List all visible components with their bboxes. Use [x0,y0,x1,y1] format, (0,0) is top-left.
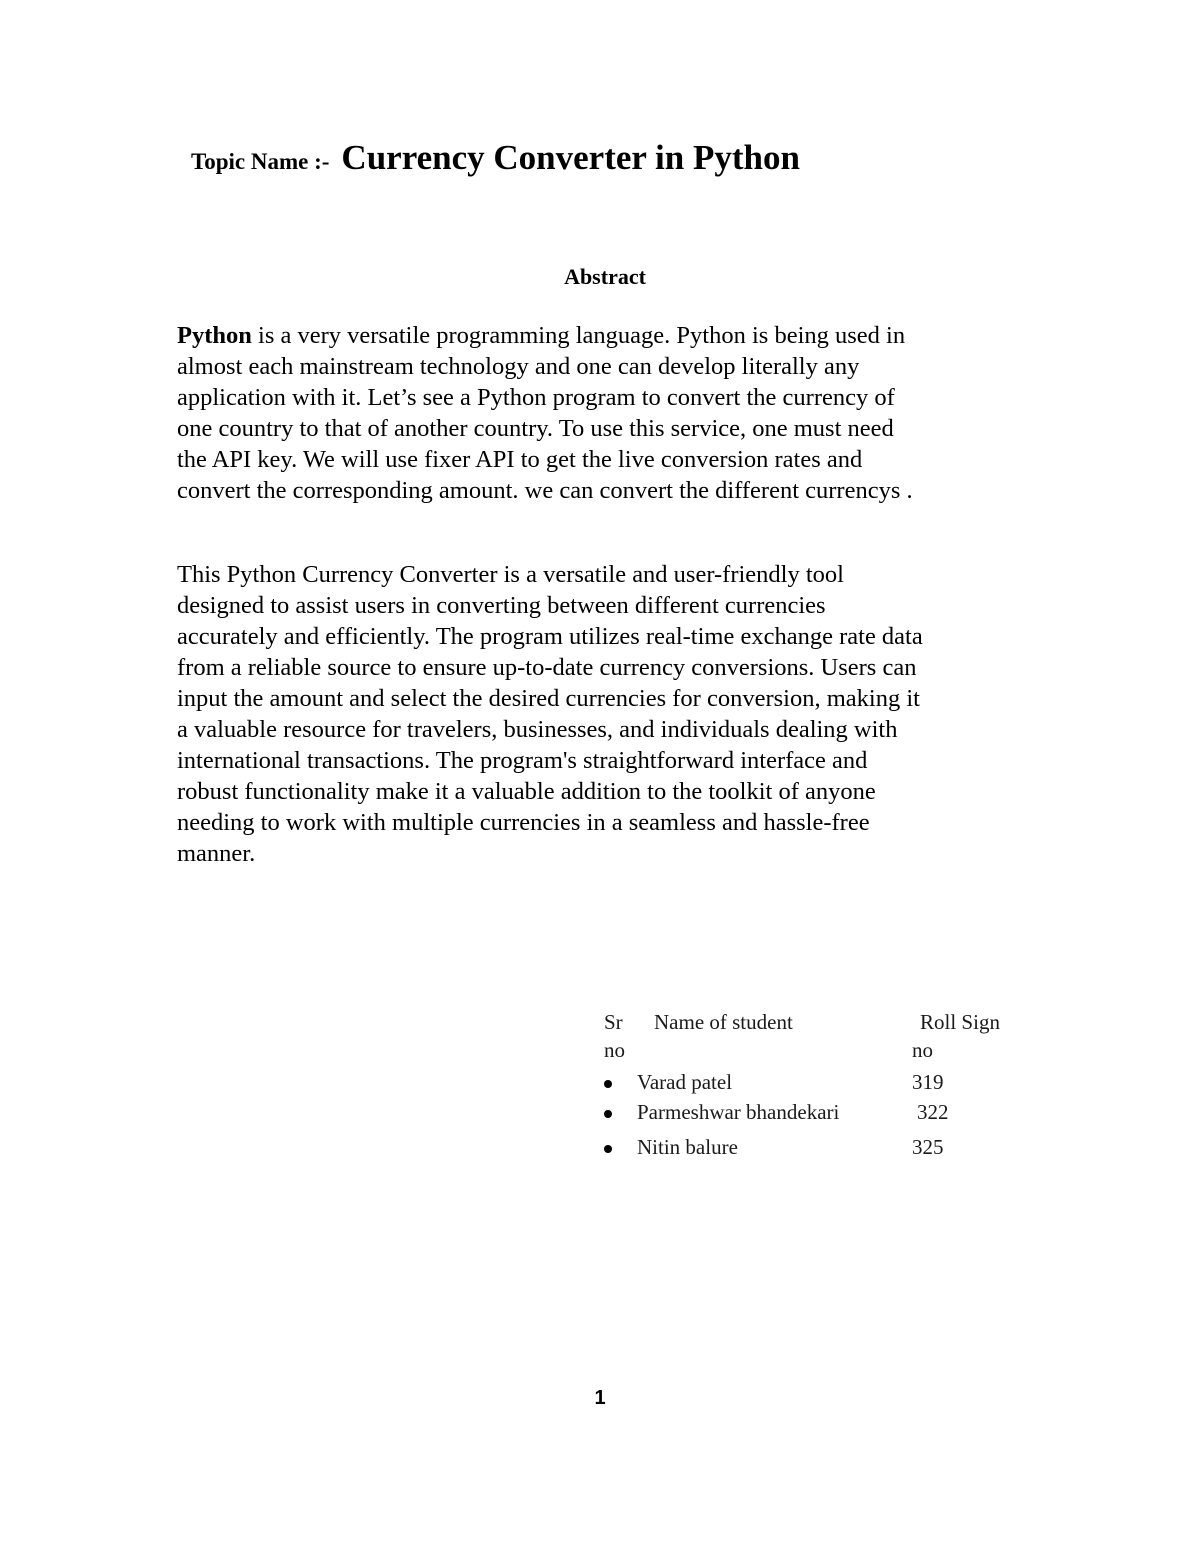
abstract-heading: Abstract [564,264,646,289]
student-list [604,1010,1034,1159]
paragraph-line [177,320,1047,351]
paragraph-line: robust functionality make it a valuable addition to the toolkit of anyone [177,778,876,805]
student-roll: 325 [912,1135,944,1159]
list-item [604,1100,1034,1128]
paragraph-line: convert the corresponding amount. we can convert the different currencys . [177,477,913,504]
paragraph-line: input the amount and select the desired currencies for conversion, making it [177,685,920,712]
paragraph-line: one country to that of another country. To use this service, one must need [177,415,894,442]
student-roll: 322 [917,1100,949,1124]
abstract-paragraph-1 [177,320,1047,506]
header-roll-no: no [912,1038,933,1062]
abstract-paragraph-2 [177,559,1047,869]
paragraph-line: a valuable resource for travelers, businesses, and individuals dealing with [177,716,898,743]
header-sr: Sr [604,1010,623,1034]
paragraph-line: designed to assist users in converting between different currencies [177,592,826,619]
paragraph-line: the API key. We will use fixer API to get the live conversion rates and [177,446,863,473]
header-name: Name of student [654,1010,793,1034]
paragraph-line: This Python Currency Converter is a versatile and user-friendly tool [177,561,844,588]
header-roll-sign: Roll Sign [920,1010,1000,1034]
paragraph-line: from a reliable source to ensure up-to-date currency conversions. Users can [177,654,917,681]
topic-heading [191,138,800,178]
list-item [604,1135,1034,1163]
paragraph-line: application with it. Let’s see a Python program to convert the currency of [177,384,895,411]
bullet-icon [604,1110,612,1118]
paragraph-line: almost each mainstream technology and one can develop literally any [177,353,860,380]
bullet-icon [604,1080,612,1088]
list-item [604,1070,1034,1098]
topic-label: Topic Name :- [191,149,330,174]
paragraph-line: accurately and efficiently. The program utilizes real-time exchange rate data [177,623,923,650]
paragraph-line: international transactions. The program's straightforward interface and [177,747,868,774]
student-name: Nitin balure [637,1135,738,1159]
paragraph-lead-word: Python [177,322,252,349]
page-number: 1 [594,1387,606,1409]
header-sr-no: no [604,1038,625,1062]
topic-title: Currency Converter in Python [341,138,800,177]
student-name: Varad patel [637,1070,733,1094]
bullet-icon [604,1145,612,1153]
paragraph-line-text: is a very versatile programming language. Python is being used in [251,322,906,349]
paragraph-line: needing to work with multiple currencies in a seamless and hassle-free [177,809,870,836]
paragraph-line: manner. [177,840,256,867]
student-roll: 319 [912,1070,944,1094]
student-list-header [604,1010,1034,1068]
student-name: Parmeshwar bhandekari [637,1100,840,1124]
